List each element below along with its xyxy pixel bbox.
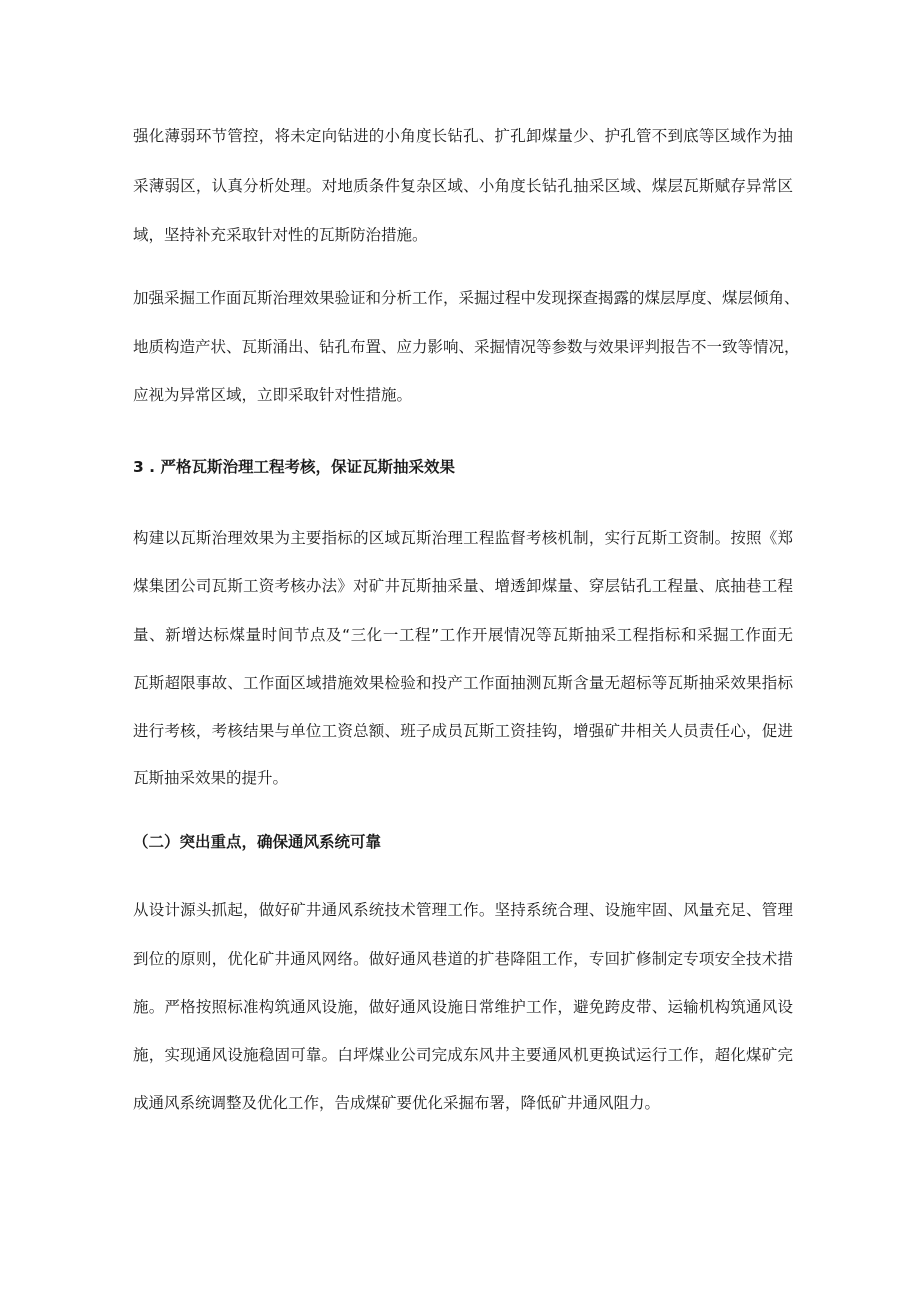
paragraph-1-line-1: 强化薄弱环节管控，将未定向钻进的小角度长钻孔、扩孔卸煤量少、护孔管不到底等区域作为抽	[133, 127, 793, 145]
paragraph-2-line-3: 应视为异常区域，立即采取针对性措施。	[133, 386, 413, 404]
paragraph-4-line-1: 从设计源头抓起，做好矿井通风系统技术管理工作。坚持系统合理、设施牢固、风量充足、管理	[133, 901, 793, 919]
paragraph-3-line-2: 煤集团公司瓦斯工资考核办法》对矿井瓦斯抽采量、增透卸煤量、穿层钻孔工程量、底抽巷工程	[133, 577, 793, 595]
paragraph-1-line-2: 采薄弱区，认真分析处理。对地质条件复杂区域、小角度长钻孔抽采区域、煤层瓦斯赋存异常区	[133, 177, 793, 195]
paragraph-4-line-3: 施。严格按照标准构筑通风设施，做好通风设施日常维护工作，避免跨皮带、运输机构筑通风设	[133, 998, 793, 1016]
paragraph-3-line-5: 进行考核，考核结果与单位工资总额、班子成员瓦斯工资挂钩，增强矿井相关人员责任心，促进	[133, 722, 793, 740]
paragraph-3-line-1: 构建以瓦斯治理效果为主要指标的区域瓦斯治理工程监督考核机制，实行瓦斯工资制。按照《郑	[133, 529, 793, 547]
paragraph-3-line-3: 量、新增达标煤量时间节点及“三化一工程”工作开展情况等瓦斯抽采工程指标和采掘工作面无	[133, 626, 793, 644]
paragraph-2-line-1: 加强采掘工作面瓦斯治理效果验证和分析工作，采掘过程中发现探查揭露的煤层厚度、煤层倾角、	[133, 289, 800, 307]
paragraph-4-line-4: 施，实现通风设施稳固可靠。白坪煤业公司完成东风井主要通风机更换试运行工作，超化煤矿完	[133, 1046, 793, 1064]
paragraph-2-line-2: 地质构造产状、瓦斯涌出、钻孔布置、应力影响、采掘情况等参数与效果评判报告不一致等情况，	[133, 338, 800, 356]
paragraph-4-line-5: 成通风系统调整及优化工作，告成煤矿要优化采掘布署，降低矿井通风阻力。	[133, 1094, 661, 1112]
paragraph-3-line-4: 瓦斯超限事故、工作面区域措施效果检验和投产工作面抽测瓦斯含量无超标等瓦斯抽采效果指标	[133, 674, 793, 692]
paragraph-3-line-6: 瓦斯抽采效果的提升。	[133, 769, 289, 787]
section-heading-2: （二）突出重点，确保通风系统可靠	[133, 833, 382, 851]
paragraph-1-line-3: 域，坚持补充采取针对性的瓦斯防治措施。	[133, 226, 428, 244]
section-heading-3: 3 . 严格瓦斯治理工程考核，保证瓦斯抽采效果	[133, 458, 455, 476]
paragraph-4-line-2: 到位的原则，优化矿井通风网络。做好通风巷道的扩巷降阻工作，专回扩修制定专项安全技术措	[133, 950, 793, 968]
